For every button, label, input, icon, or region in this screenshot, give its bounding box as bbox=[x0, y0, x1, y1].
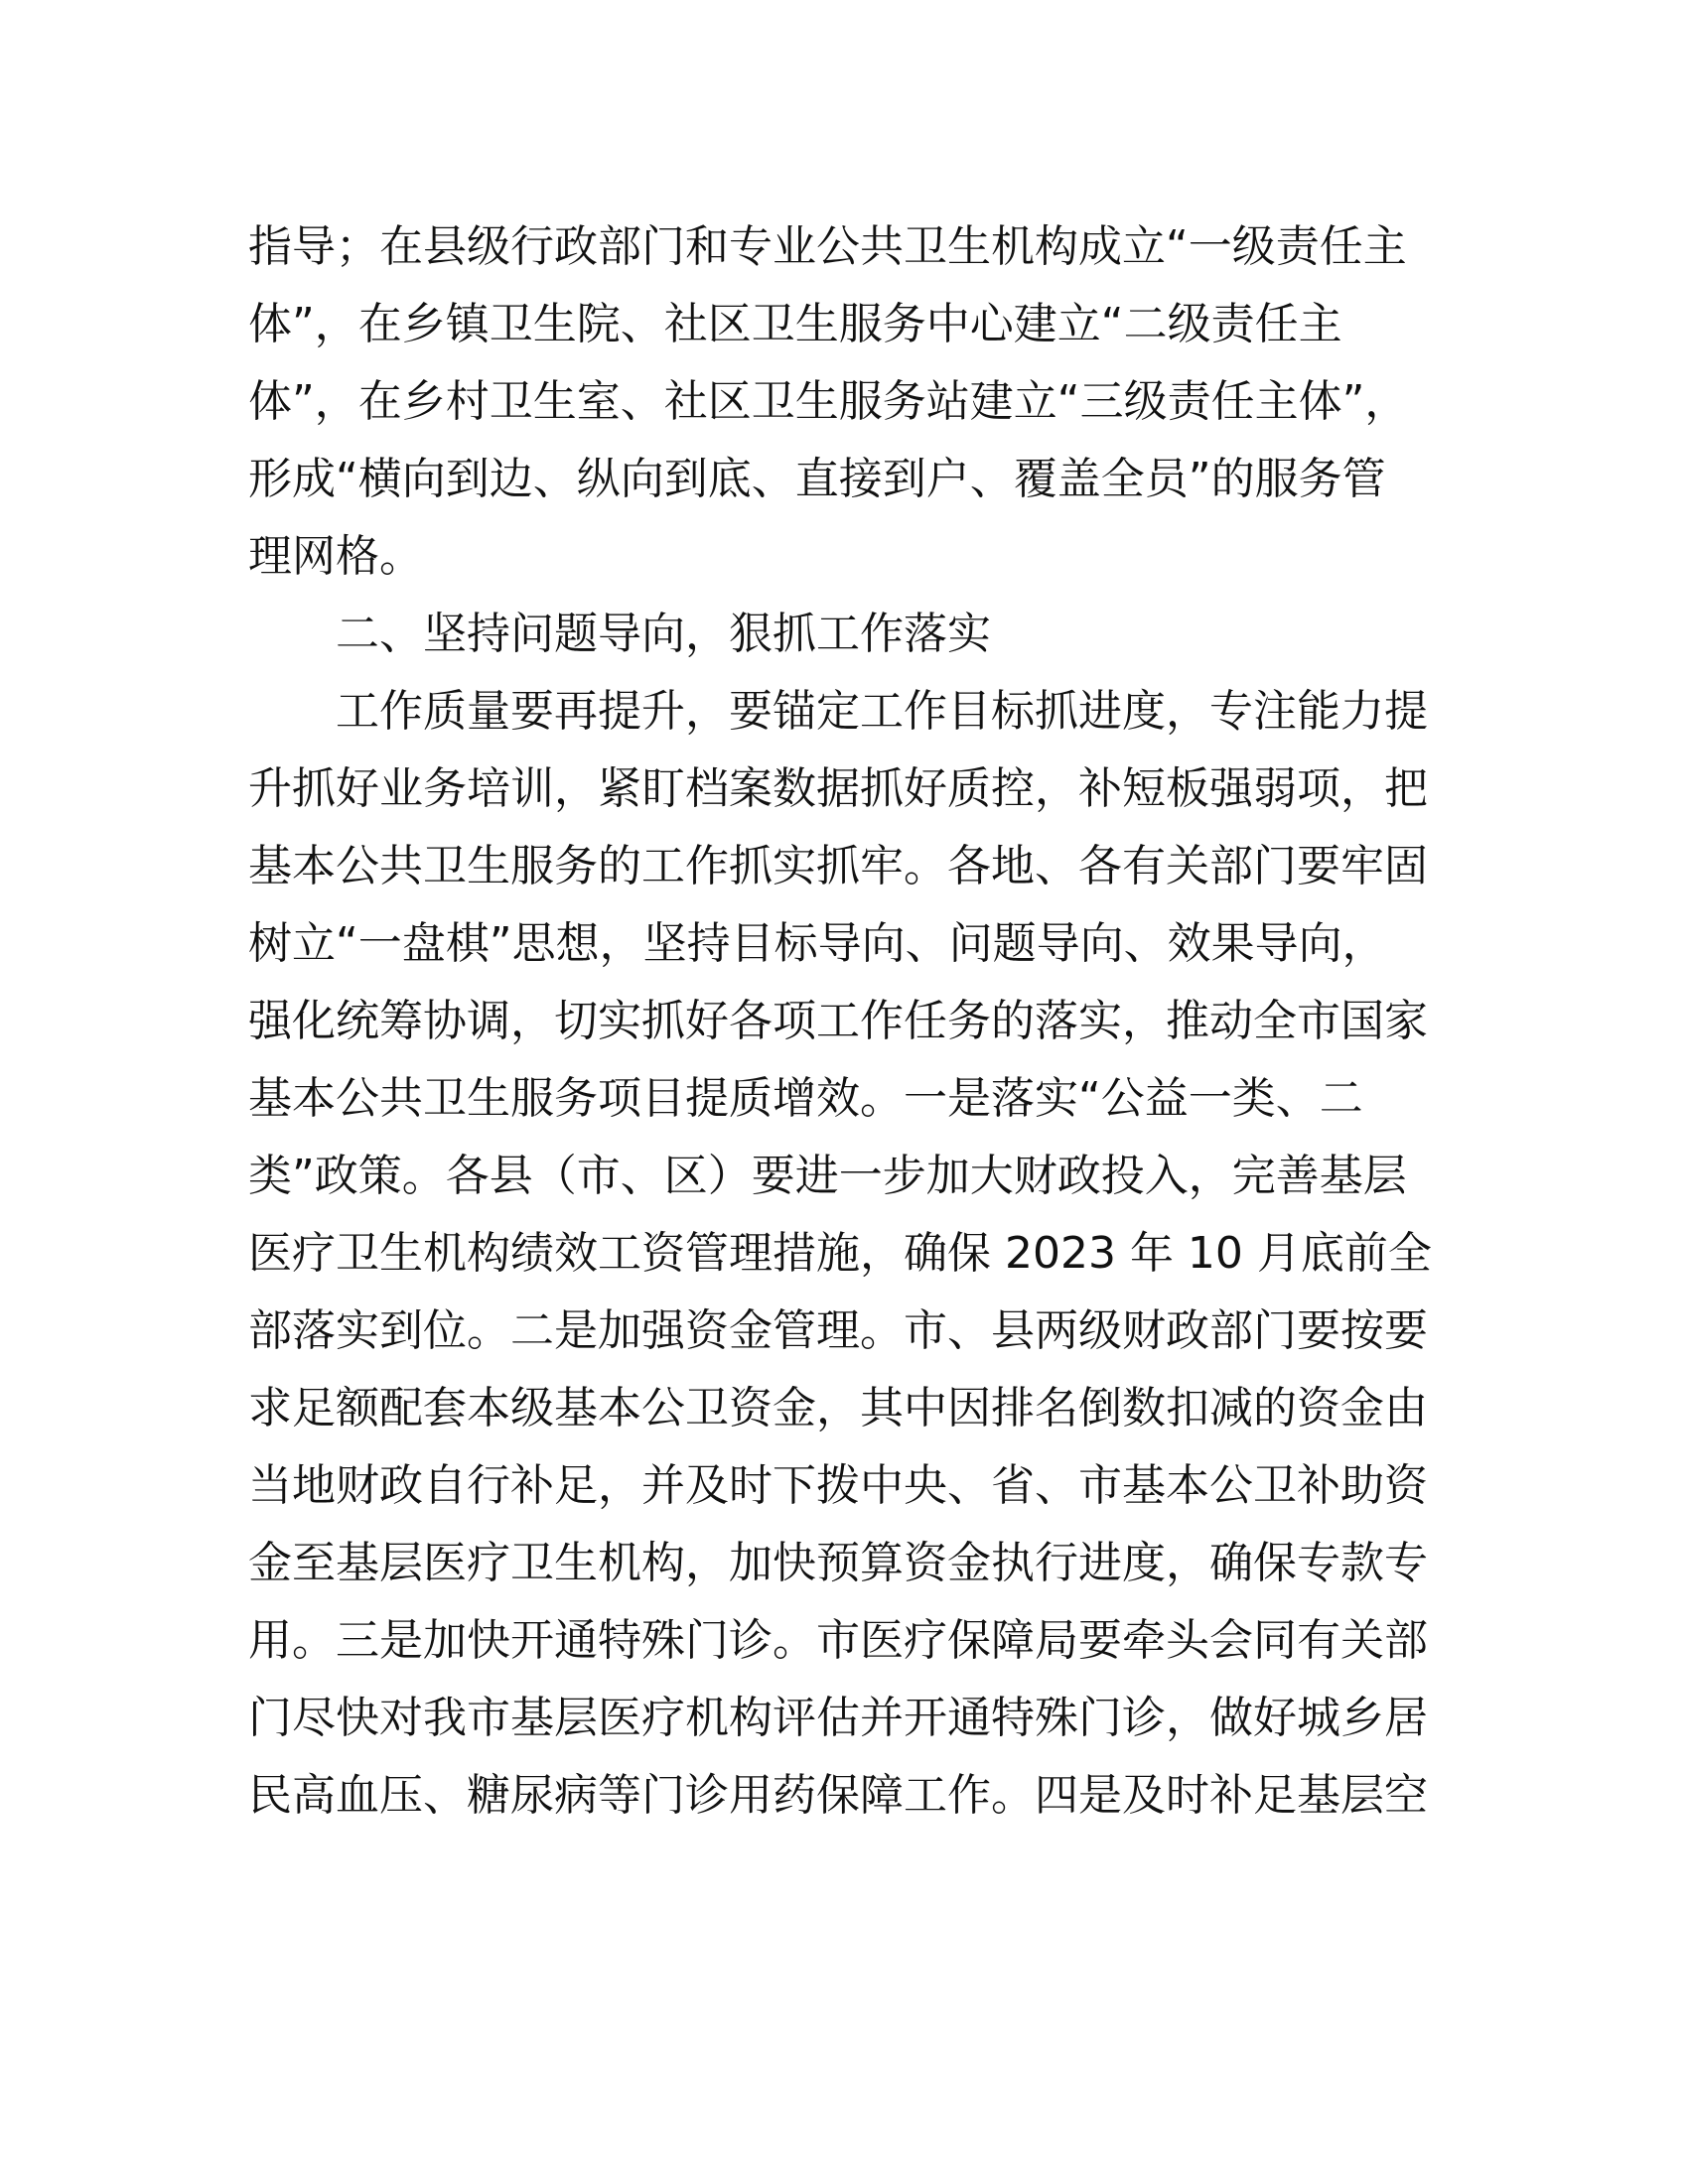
text-line: 门尽快对我市基层医疗机构评估并开通特殊门诊，做好城乡居 bbox=[248, 1693, 1428, 1743]
text-line: 指导；在县级行政部门和专业公共卫生机构成立“一级责任主 bbox=[248, 221, 1407, 272]
text-line: 用。三是加快开通特殊门诊。市医疗保障局要牵头会同有关部 bbox=[248, 1615, 1428, 1666]
text-line: 医疗卫生机构绩效工资管理措施，确保 2023 年 10 月底前全 bbox=[248, 1228, 1432, 1279]
text-line: 体”，在乡镇卫生院、社区卫生服务中心建立“二级责任主 bbox=[248, 299, 1342, 349]
document-text bbox=[248, 208, 1440, 1835]
text-line: 强化统筹协调，切实抓好各项工作任务的落实，推动全市国家 bbox=[248, 996, 1428, 1046]
text-line: 民高血压、糖尿病等门诊用药保障工作。四是及时补足基层空 bbox=[248, 1770, 1428, 1821]
text-line: 基本公共卫生服务的工作抓实抓牢。各地、各有关部门要牢固 bbox=[248, 841, 1428, 891]
text-line: 金至基层医疗卫生机构，加快预算资金执行进度，确保专款专 bbox=[248, 1538, 1428, 1588]
text-line: 类”政策。各县（市、区）要进一步加大财政投入，完善基层 bbox=[248, 1151, 1407, 1201]
text-line: 部落实到位。二是加强资金管理。市、县两级财政部门要按要 bbox=[248, 1305, 1428, 1356]
text-line: 基本公共卫生服务项目提质增效。一是落实“公益一类、二 bbox=[248, 1073, 1363, 1124]
text-line: 升抓好业务培训，紧盯档案数据抓好质控，补短板强弱项，把 bbox=[248, 763, 1428, 814]
text-line: 当地财政自行补足，并及时下拨中央、省、市基本公卫补助资 bbox=[248, 1460, 1428, 1511]
section-heading: 二、坚持问题导向，狠抓工作落实 bbox=[336, 609, 991, 659]
text-line: 形成“横向到边、纵向到底、直接到户、覆盖全员”的服务管 bbox=[248, 454, 1386, 504]
text-line: 体”，在乡村卫生室、社区卫生服务站建立“三级责任主体”， bbox=[248, 376, 1409, 427]
text-line: 工作质量要再提升，要锚定工作目标抓进度，专注能力提 bbox=[336, 686, 1428, 737]
text-line: 理网格。 bbox=[248, 531, 423, 582]
text-line: 树立“一盘棋”思想，坚持目标导向、问题导向、效果导向， bbox=[248, 918, 1386, 969]
text-line: 求足额配套本级基本公卫资金，其中因排名倒数扣减的资金由 bbox=[248, 1383, 1428, 1433]
